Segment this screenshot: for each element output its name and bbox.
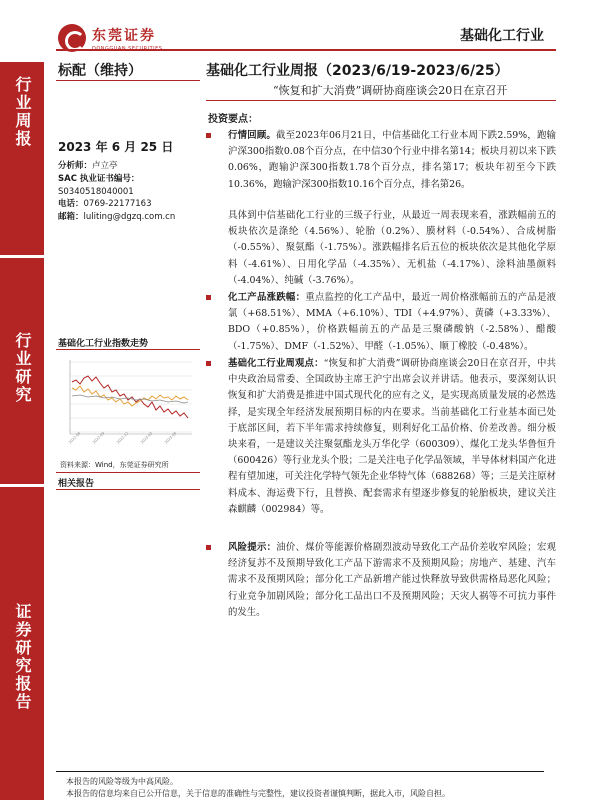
footer-line-source: 本报告的信息均来自已公开信息，关于信息的准确性与完整性，建议投资者谨慎判断，据此入市，风险自担。 xyxy=(66,789,450,798)
sidebar-label-weekly: 行业周报 xyxy=(13,76,32,148)
sidebar-label-securities: 证券研究报告 xyxy=(13,603,32,711)
chart-x-ticks xyxy=(68,431,178,445)
x-tick-label: 2023-06 xyxy=(163,431,178,445)
bullet-icon xyxy=(206,133,211,138)
chart-source: 资料来源：Wind，东莞证券研究所 xyxy=(60,461,169,469)
point-subindustry xyxy=(206,208,556,289)
sidebar-section-securities xyxy=(0,487,44,800)
rating: 标配（维持） xyxy=(58,63,142,79)
related-reports-title: 相关报告 xyxy=(58,479,95,489)
point-body: “恢复和扩大消费”调研协商座谈会20日在京召开，中共中央政治局常委、全国政协主席王沪宁出席会议并讲话。他表示，要深刻认识恢复和扩大消费是推进中国式现代化的应有之义，是实现高质量发展的必然选择，是实现全年经济发展预期目标的内在要求。当前基础化工行业基本面已处于底部区间，若下半年需求持续修复，则利好化工品价格、价差改善。细分板块来看，一是建议关注聚氨酯龙头万华化学（600309）、煤化工龙头华鲁恒升（600426）等行业龙头个股；二是关注电子化学品领域，半导体材料国产化进程有望加速，可关注化学特气领先企业华特气体（688268）等；三是关注原材料成本、海运费下行，且替换、配套需求有望逐步修复的轮胎板块，建议关注森麒麟（002984）等。 xyxy=(228,358,556,515)
point-weekly-view xyxy=(206,356,556,518)
report-subtitle: “恢复和扩大消费”调研协商座谈会20日在京召开 xyxy=(273,84,508,97)
analyst-email[interactable]: luliting@dgzq.com.cn xyxy=(83,212,176,223)
analyst-sac-label: SAC 执业证书编号： xyxy=(58,173,140,184)
chart-bottom-divider xyxy=(56,472,200,473)
point-body: 具体到中信基础化工行业的三级子行业，从最近一周表现来看，涨跌幅前五的板块依次是涤纶（4.56%）、轮胎（0.2%）、膜材料（-0.54%）、合成树脂（-0.55%）、聚氨酯（-1.75%）。涨跌幅排名后五位的板块依次是其他化学原料（-4.61%）、日用化学品（-4.35%）、无机盐（-4.17%）、涂料油墨颜料（-4.04%）、纯碱（-3.76%）。 xyxy=(228,210,556,286)
title-divider xyxy=(206,100,556,101)
report-date: 2023 年 6 月 25 日 xyxy=(58,140,174,154)
x-tick-label: 2022-09 xyxy=(91,431,106,445)
analyst-phone: 0769-22177163 xyxy=(83,199,152,210)
analyst-name: 卢立亭 xyxy=(92,161,118,171)
sidebar-label-research: 行业研究 xyxy=(13,332,32,404)
index-trend-chart xyxy=(56,352,200,458)
analyst-sac-number: S0340518040001 xyxy=(58,186,134,197)
index-chart-title: 基础化工行业指数走势 xyxy=(58,339,149,349)
related-divider xyxy=(56,489,200,490)
footer-disclaimer xyxy=(66,776,450,800)
analyst-name-label: 分析师： xyxy=(58,161,93,171)
analyst-phone-label: 电话： xyxy=(58,199,84,210)
bullet-icon xyxy=(206,545,211,550)
sidebar-section-research xyxy=(0,258,44,484)
index-line-2 xyxy=(72,386,188,406)
point-heading: 风险提示： xyxy=(228,542,277,553)
company-logo xyxy=(58,24,162,52)
analyst-email-label: 邮箱： xyxy=(58,212,84,223)
analyst-info xyxy=(58,160,175,224)
bullet-icon xyxy=(206,361,211,366)
sidebar-section-weekly xyxy=(0,62,44,255)
rating-divider xyxy=(56,80,200,81)
point-risk-warning xyxy=(206,540,556,621)
investment-points-label: 投资要点： xyxy=(208,114,258,125)
point-body: 截至2023年06月21日，中信基础化工行业本周下跌2.59%，跑输沪深300指数0.08个百分点，在中信30个行业中排名第14；板块月初以来下跌0.06%，跑输沪深300指数1.78个百分点，排名第17；板块年初至今下跌10.36%，跑输沪深300指数10.16个百分点，排名第26。 xyxy=(228,130,556,190)
logo-mark-icon xyxy=(58,24,86,52)
report-title: 基础化工行业周报（2023/6/19-2023/6/25） xyxy=(206,63,509,79)
industry-tag: 基础化工行业 xyxy=(460,28,544,44)
point-heading: 化工产品涨跌幅： xyxy=(228,292,306,303)
header-divider xyxy=(56,49,556,51)
point-product-prices xyxy=(206,290,556,355)
footer-line-risk: 本报告的风险等级为中高风险。 xyxy=(66,777,178,786)
footer-divider xyxy=(56,771,544,772)
point-market-review xyxy=(206,128,556,193)
chart-top-divider xyxy=(56,349,200,350)
logo-text-cn: 东莞证券 xyxy=(92,27,156,44)
bullet-icon xyxy=(206,295,211,300)
x-tick-label: 2022-12 xyxy=(115,431,130,445)
x-tick-label: 2023-03 xyxy=(139,431,154,445)
point-body: 油价、煤价等能源价格剧烈波动导致化工产品价差收窄风险；宏观经济复苏不及预期导致化工产品下游需求不及预期风险；房地产、基建、汽车需求不及预期风险；部分化工产品新增产能过快释放导致供需格局恶化风险；行业竞争加剧风险；部分化工品出口不及预期风险；天灾人祸等不可抗力事件的发生。 xyxy=(228,542,556,618)
x-tick-label: 2022-06 xyxy=(67,431,82,445)
point-body: 重点监控的化工产品中，最近一周价格涨幅前五的产品是液氯（+68.51%）、MMA（+6.10%）、TDI（+4.97%）、黄磷（+3.33%）、BDO（+0.85%），价格跌幅前五的产品是三聚磷酸钠（-2.58%）、醋酸（-1.75%）、DMF（-1.52%）、甲醛（-1.05%）、顺丁橡胶（-0.48%）。 xyxy=(228,292,556,352)
point-heading: 基础化工行业周观点： xyxy=(228,358,324,369)
point-heading: 行情回顾。 xyxy=(228,130,277,141)
